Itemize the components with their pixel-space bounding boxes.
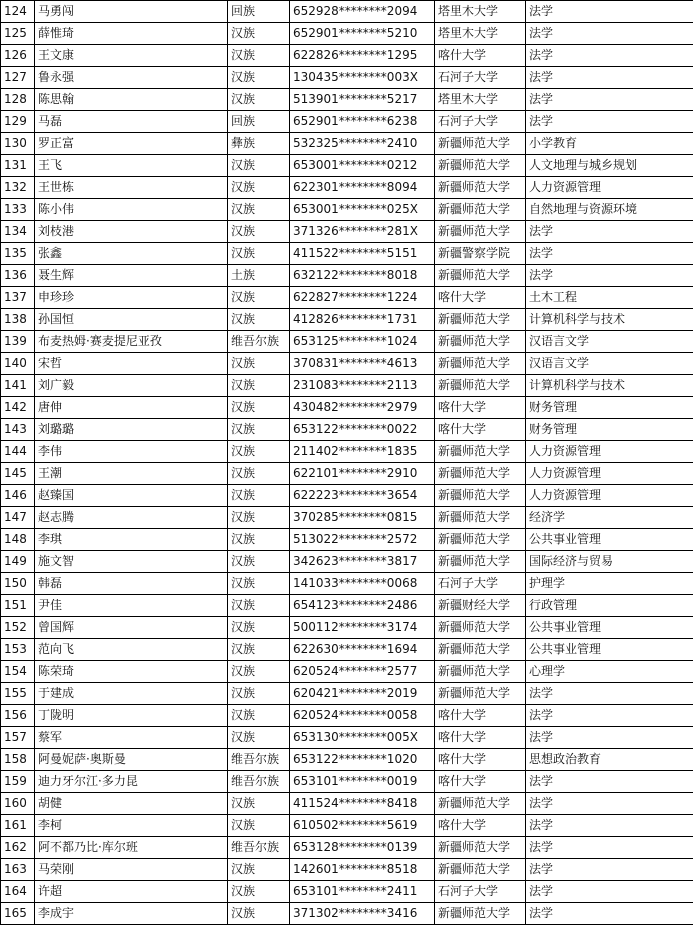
major-cell: 人力资源管理 xyxy=(526,463,693,485)
major-cell: 自然地理与资源环境 xyxy=(526,199,693,221)
table-row xyxy=(1,507,693,529)
ethnicity-cell: 汉族 xyxy=(228,45,290,67)
name-cell: 施文智 xyxy=(35,551,228,573)
major-cell: 法学 xyxy=(526,243,693,265)
id-number-cell: 632122********8018 xyxy=(290,265,435,287)
ethnicity-cell: 汉族 xyxy=(228,705,290,727)
major-cell: 法学 xyxy=(526,45,693,67)
ethnicity-cell: 汉族 xyxy=(228,507,290,529)
id-number-cell: 412826********1731 xyxy=(290,309,435,331)
ethnicity-cell: 汉族 xyxy=(228,419,290,441)
major-cell: 人文地理与城乡规划 xyxy=(526,155,693,177)
name-cell: 马荣刚 xyxy=(35,859,228,881)
table-row xyxy=(1,617,693,639)
table-row xyxy=(1,551,693,573)
id-number-cell: 653001********025X xyxy=(290,199,435,221)
table-row xyxy=(1,705,693,727)
major-cell: 法学 xyxy=(526,815,693,837)
row-number-cell: 165 xyxy=(1,903,35,925)
name-cell: 鲁永强 xyxy=(35,67,228,89)
major-cell: 计算机科学与技术 xyxy=(526,309,693,331)
id-number-cell: 652901********5210 xyxy=(290,23,435,45)
ethnicity-cell: 汉族 xyxy=(228,309,290,331)
table-row xyxy=(1,815,693,837)
major-cell: 人力资源管理 xyxy=(526,485,693,507)
name-cell: 王文康 xyxy=(35,45,228,67)
ethnicity-cell: 汉族 xyxy=(228,353,290,375)
row-number-cell: 150 xyxy=(1,573,35,595)
name-cell: 尹佳 xyxy=(35,595,228,617)
id-number-cell: 142601********8518 xyxy=(290,859,435,881)
ethnicity-cell: 维吾尔族 xyxy=(228,837,290,859)
name-cell: 申珍珍 xyxy=(35,287,228,309)
university-cell: 塔里木大学 xyxy=(435,89,526,111)
university-cell: 新疆师范大学 xyxy=(435,617,526,639)
row-number-cell: 152 xyxy=(1,617,35,639)
id-number-cell: 370285********0815 xyxy=(290,507,435,529)
ethnicity-cell: 维吾尔族 xyxy=(228,331,290,353)
name-cell: 薛惟琦 xyxy=(35,23,228,45)
name-cell: 马勇闯 xyxy=(35,1,228,23)
name-cell: 许超 xyxy=(35,881,228,903)
ethnicity-cell: 汉族 xyxy=(228,595,290,617)
name-cell: 王飞 xyxy=(35,155,228,177)
id-number-cell: 622630********1694 xyxy=(290,639,435,661)
table-row xyxy=(1,89,693,111)
table-row xyxy=(1,111,693,133)
table-row xyxy=(1,155,693,177)
table-row xyxy=(1,903,693,925)
ethnicity-cell: 汉族 xyxy=(228,485,290,507)
name-cell: 胡健 xyxy=(35,793,228,815)
id-number-cell: 411522********5151 xyxy=(290,243,435,265)
major-cell: 法学 xyxy=(526,859,693,881)
ethnicity-cell: 汉族 xyxy=(228,375,290,397)
row-number-cell: 143 xyxy=(1,419,35,441)
ethnicity-cell: 汉族 xyxy=(228,617,290,639)
major-cell: 财务管理 xyxy=(526,419,693,441)
name-cell: 赵志腾 xyxy=(35,507,228,529)
table-row xyxy=(1,529,693,551)
row-number-cell: 134 xyxy=(1,221,35,243)
major-cell: 计算机科学与技术 xyxy=(526,375,693,397)
ethnicity-cell: 汉族 xyxy=(228,441,290,463)
university-cell: 喀什大学 xyxy=(435,287,526,309)
ethnicity-cell: 汉族 xyxy=(228,551,290,573)
row-number-cell: 126 xyxy=(1,45,35,67)
major-cell: 法学 xyxy=(526,705,693,727)
name-cell: 刘枝港 xyxy=(35,221,228,243)
table-row xyxy=(1,881,693,903)
major-cell: 人力资源管理 xyxy=(526,441,693,463)
row-number-cell: 132 xyxy=(1,177,35,199)
row-number-cell: 136 xyxy=(1,265,35,287)
id-number-cell: 622301********8094 xyxy=(290,177,435,199)
table-row xyxy=(1,485,693,507)
id-number-cell: 653125********1024 xyxy=(290,331,435,353)
ethnicity-cell: 汉族 xyxy=(228,177,290,199)
major-cell: 公共事业管理 xyxy=(526,639,693,661)
row-number-cell: 128 xyxy=(1,89,35,111)
table-row xyxy=(1,859,693,881)
name-cell: 陈小伟 xyxy=(35,199,228,221)
table-row xyxy=(1,683,693,705)
university-cell: 喀什大学 xyxy=(435,815,526,837)
university-cell: 石河子大学 xyxy=(435,67,526,89)
row-number-cell: 161 xyxy=(1,815,35,837)
table-row xyxy=(1,441,693,463)
name-cell: 曾国辉 xyxy=(35,617,228,639)
university-cell: 新疆师范大学 xyxy=(435,199,526,221)
ethnicity-cell: 汉族 xyxy=(228,155,290,177)
university-cell: 新疆师范大学 xyxy=(435,485,526,507)
id-number-cell: 622101********2910 xyxy=(290,463,435,485)
row-number-cell: 127 xyxy=(1,67,35,89)
row-number-cell: 149 xyxy=(1,551,35,573)
major-cell: 法学 xyxy=(526,111,693,133)
university-cell: 新疆师范大学 xyxy=(435,859,526,881)
row-number-cell: 144 xyxy=(1,441,35,463)
major-cell: 法学 xyxy=(526,683,693,705)
ethnicity-cell: 汉族 xyxy=(228,727,290,749)
name-cell: 刘璐璐 xyxy=(35,419,228,441)
id-number-cell: 622826********1295 xyxy=(290,45,435,67)
roster-body xyxy=(1,1,693,925)
table-row xyxy=(1,353,693,375)
university-cell: 塔里木大学 xyxy=(435,23,526,45)
university-cell: 喀什大学 xyxy=(435,771,526,793)
ethnicity-cell: 汉族 xyxy=(228,221,290,243)
table-row xyxy=(1,375,693,397)
id-number-cell: 231083********2113 xyxy=(290,375,435,397)
university-cell: 新疆师范大学 xyxy=(435,529,526,551)
row-number-cell: 139 xyxy=(1,331,35,353)
name-cell: 王潮 xyxy=(35,463,228,485)
table-row xyxy=(1,177,693,199)
table-row xyxy=(1,397,693,419)
university-cell: 喀什大学 xyxy=(435,45,526,67)
table-row xyxy=(1,133,693,155)
name-cell: 张鑫 xyxy=(35,243,228,265)
major-cell: 法学 xyxy=(526,89,693,111)
ethnicity-cell: 汉族 xyxy=(228,573,290,595)
name-cell: 李成宇 xyxy=(35,903,228,925)
table-row xyxy=(1,573,693,595)
row-number-cell: 135 xyxy=(1,243,35,265)
major-cell: 汉语言文学 xyxy=(526,331,693,353)
ethnicity-cell: 维吾尔族 xyxy=(228,771,290,793)
id-number-cell: 371326********281X xyxy=(290,221,435,243)
id-number-cell: 342623********3817 xyxy=(290,551,435,573)
row-number-cell: 145 xyxy=(1,463,35,485)
id-number-cell: 620524********0058 xyxy=(290,705,435,727)
name-cell: 聂生辉 xyxy=(35,265,228,287)
university-cell: 新疆警察学院 xyxy=(435,243,526,265)
major-cell: 人力资源管理 xyxy=(526,177,693,199)
university-cell: 新疆师范大学 xyxy=(435,133,526,155)
table-row xyxy=(1,771,693,793)
ethnicity-cell: 汉族 xyxy=(228,287,290,309)
name-cell: 李伟 xyxy=(35,441,228,463)
row-number-cell: 159 xyxy=(1,771,35,793)
name-cell: 宋哲 xyxy=(35,353,228,375)
name-cell: 赵臻国 xyxy=(35,485,228,507)
table-row xyxy=(1,309,693,331)
row-number-cell: 162 xyxy=(1,837,35,859)
id-number-cell: 500112********3174 xyxy=(290,617,435,639)
ethnicity-cell: 汉族 xyxy=(228,199,290,221)
major-cell: 公共事业管理 xyxy=(526,617,693,639)
row-number-cell: 163 xyxy=(1,859,35,881)
table-row xyxy=(1,45,693,67)
ethnicity-cell: 汉族 xyxy=(228,529,290,551)
major-cell: 法学 xyxy=(526,903,693,925)
row-number-cell: 156 xyxy=(1,705,35,727)
ethnicity-cell: 土族 xyxy=(228,265,290,287)
name-cell: 陈荣琦 xyxy=(35,661,228,683)
university-cell: 喀什大学 xyxy=(435,749,526,771)
id-number-cell: 653122********1020 xyxy=(290,749,435,771)
name-cell: 李琪 xyxy=(35,529,228,551)
row-number-cell: 147 xyxy=(1,507,35,529)
ethnicity-cell: 汉族 xyxy=(228,683,290,705)
ethnicity-cell: 汉族 xyxy=(228,23,290,45)
major-cell: 经济学 xyxy=(526,507,693,529)
id-number-cell: 652901********6238 xyxy=(290,111,435,133)
major-cell: 法学 xyxy=(526,881,693,903)
major-cell: 汉语言文学 xyxy=(526,353,693,375)
id-number-cell: 654123********2486 xyxy=(290,595,435,617)
major-cell: 国际经济与贸易 xyxy=(526,551,693,573)
table-row xyxy=(1,463,693,485)
major-cell: 法学 xyxy=(526,67,693,89)
table-row xyxy=(1,595,693,617)
major-cell: 法学 xyxy=(526,221,693,243)
row-number-cell: 160 xyxy=(1,793,35,815)
university-cell: 喀什大学 xyxy=(435,397,526,419)
table-row xyxy=(1,639,693,661)
table-row xyxy=(1,331,693,353)
university-cell: 新疆师范大学 xyxy=(435,441,526,463)
name-cell: 韩磊 xyxy=(35,573,228,595)
row-number-cell: 157 xyxy=(1,727,35,749)
table-row xyxy=(1,749,693,771)
name-cell: 刘广毅 xyxy=(35,375,228,397)
ethnicity-cell: 回族 xyxy=(228,111,290,133)
ethnicity-cell: 汉族 xyxy=(228,661,290,683)
ethnicity-cell: 汉族 xyxy=(228,243,290,265)
ethnicity-cell: 汉族 xyxy=(228,463,290,485)
table-row xyxy=(1,661,693,683)
university-cell: 新疆师范大学 xyxy=(435,309,526,331)
university-cell: 石河子大学 xyxy=(435,111,526,133)
id-number-cell: 371302********3416 xyxy=(290,903,435,925)
id-number-cell: 653001********0212 xyxy=(290,155,435,177)
row-number-cell: 148 xyxy=(1,529,35,551)
row-number-cell: 142 xyxy=(1,397,35,419)
table-row xyxy=(1,1,693,23)
table-row xyxy=(1,67,693,89)
ethnicity-cell: 彝族 xyxy=(228,133,290,155)
name-cell: 陈思翰 xyxy=(35,89,228,111)
ethnicity-cell: 汉族 xyxy=(228,793,290,815)
id-number-cell: 513901********5217 xyxy=(290,89,435,111)
id-number-cell: 532325********2410 xyxy=(290,133,435,155)
ethnicity-cell: 汉族 xyxy=(228,903,290,925)
row-number-cell: 125 xyxy=(1,23,35,45)
major-cell: 法学 xyxy=(526,23,693,45)
name-cell: 李柯 xyxy=(35,815,228,837)
table-row xyxy=(1,243,693,265)
name-cell: 马磊 xyxy=(35,111,228,133)
row-number-cell: 133 xyxy=(1,199,35,221)
ethnicity-cell: 汉族 xyxy=(228,397,290,419)
major-cell: 法学 xyxy=(526,265,693,287)
id-number-cell: 622827********1224 xyxy=(290,287,435,309)
name-cell: 王世栋 xyxy=(35,177,228,199)
table-row xyxy=(1,23,693,45)
major-cell: 法学 xyxy=(526,771,693,793)
major-cell: 护理学 xyxy=(526,573,693,595)
major-cell: 财务管理 xyxy=(526,397,693,419)
university-cell: 新疆师范大学 xyxy=(435,837,526,859)
id-number-cell: 430482********2979 xyxy=(290,397,435,419)
university-cell: 新疆师范大学 xyxy=(435,375,526,397)
university-cell: 塔里木大学 xyxy=(435,1,526,23)
id-number-cell: 653130********005X xyxy=(290,727,435,749)
university-cell: 新疆师范大学 xyxy=(435,683,526,705)
id-number-cell: 513022********2572 xyxy=(290,529,435,551)
row-number-cell: 137 xyxy=(1,287,35,309)
major-cell: 小学教育 xyxy=(526,133,693,155)
university-cell: 新疆师范大学 xyxy=(435,793,526,815)
ethnicity-cell: 汉族 xyxy=(228,89,290,111)
university-cell: 新疆师范大学 xyxy=(435,639,526,661)
university-cell: 新疆师范大学 xyxy=(435,265,526,287)
university-cell: 新疆师范大学 xyxy=(435,507,526,529)
row-number-cell: 141 xyxy=(1,375,35,397)
university-cell: 石河子大学 xyxy=(435,573,526,595)
name-cell: 罗正富 xyxy=(35,133,228,155)
university-cell: 新疆师范大学 xyxy=(435,177,526,199)
id-number-cell: 653122********0022 xyxy=(290,419,435,441)
name-cell: 蔡军 xyxy=(35,727,228,749)
major-cell: 公共事业管理 xyxy=(526,529,693,551)
university-cell: 喀什大学 xyxy=(435,727,526,749)
id-number-cell: 370831********4613 xyxy=(290,353,435,375)
row-number-cell: 129 xyxy=(1,111,35,133)
university-cell: 新疆师范大学 xyxy=(435,353,526,375)
ethnicity-cell: 回族 xyxy=(228,1,290,23)
major-cell: 法学 xyxy=(526,793,693,815)
university-cell: 新疆师范大学 xyxy=(435,221,526,243)
major-cell: 法学 xyxy=(526,727,693,749)
id-number-cell: 652928********2094 xyxy=(290,1,435,23)
id-number-cell: 653101********0019 xyxy=(290,771,435,793)
name-cell: 唐伸 xyxy=(35,397,228,419)
major-cell: 法学 xyxy=(526,837,693,859)
university-cell: 新疆师范大学 xyxy=(435,155,526,177)
ethnicity-cell: 汉族 xyxy=(228,639,290,661)
row-number-cell: 155 xyxy=(1,683,35,705)
row-number-cell: 146 xyxy=(1,485,35,507)
name-cell: 孙国恒 xyxy=(35,309,228,331)
id-number-cell: 610502********5619 xyxy=(290,815,435,837)
table-row xyxy=(1,221,693,243)
major-cell: 行政管理 xyxy=(526,595,693,617)
id-number-cell: 130435********003X xyxy=(290,67,435,89)
university-cell: 喀什大学 xyxy=(435,419,526,441)
id-number-cell: 653101********2411 xyxy=(290,881,435,903)
name-cell: 阿曼妮萨·奥斯曼 xyxy=(35,749,228,771)
id-number-cell: 620524********2577 xyxy=(290,661,435,683)
ethnicity-cell: 汉族 xyxy=(228,815,290,837)
table-row xyxy=(1,265,693,287)
row-number-cell: 140 xyxy=(1,353,35,375)
university-cell: 新疆师范大学 xyxy=(435,331,526,353)
name-cell: 范向飞 xyxy=(35,639,228,661)
id-number-cell: 141033********0068 xyxy=(290,573,435,595)
row-number-cell: 130 xyxy=(1,133,35,155)
id-number-cell: 653128********0139 xyxy=(290,837,435,859)
ethnicity-cell: 维吾尔族 xyxy=(228,749,290,771)
university-cell: 新疆师范大学 xyxy=(435,463,526,485)
university-cell: 喀什大学 xyxy=(435,705,526,727)
university-cell: 新疆师范大学 xyxy=(435,551,526,573)
major-cell: 思想政治教育 xyxy=(526,749,693,771)
table-row xyxy=(1,793,693,815)
id-number-cell: 622223********3654 xyxy=(290,485,435,507)
table-row xyxy=(1,837,693,859)
id-number-cell: 411524********8418 xyxy=(290,793,435,815)
ethnicity-cell: 汉族 xyxy=(228,859,290,881)
row-number-cell: 153 xyxy=(1,639,35,661)
row-number-cell: 138 xyxy=(1,309,35,331)
university-cell: 新疆财经大学 xyxy=(435,595,526,617)
name-cell: 迪力牙尔江·多力昆 xyxy=(35,771,228,793)
table-row xyxy=(1,287,693,309)
major-cell: 心理学 xyxy=(526,661,693,683)
name-cell: 布麦热姆·赛麦提尼亚孜 xyxy=(35,331,228,353)
name-cell: 阿不都乃比·库尔班 xyxy=(35,837,228,859)
table-row xyxy=(1,199,693,221)
row-number-cell: 154 xyxy=(1,661,35,683)
row-number-cell: 151 xyxy=(1,595,35,617)
ethnicity-cell: 汉族 xyxy=(228,67,290,89)
table-row xyxy=(1,727,693,749)
row-number-cell: 131 xyxy=(1,155,35,177)
name-cell: 丁陇明 xyxy=(35,705,228,727)
name-cell: 于建成 xyxy=(35,683,228,705)
row-number-cell: 158 xyxy=(1,749,35,771)
table-row xyxy=(1,419,693,441)
major-cell: 土木工程 xyxy=(526,287,693,309)
university-cell: 石河子大学 xyxy=(435,881,526,903)
id-number-cell: 211402********1835 xyxy=(290,441,435,463)
ethnicity-cell: 汉族 xyxy=(228,881,290,903)
row-number-cell: 164 xyxy=(1,881,35,903)
university-cell: 新疆师范大学 xyxy=(435,903,526,925)
university-cell: 新疆师范大学 xyxy=(435,661,526,683)
major-cell: 法学 xyxy=(526,1,693,23)
id-number-cell: 620421********2019 xyxy=(290,683,435,705)
row-number-cell: 124 xyxy=(1,1,35,23)
